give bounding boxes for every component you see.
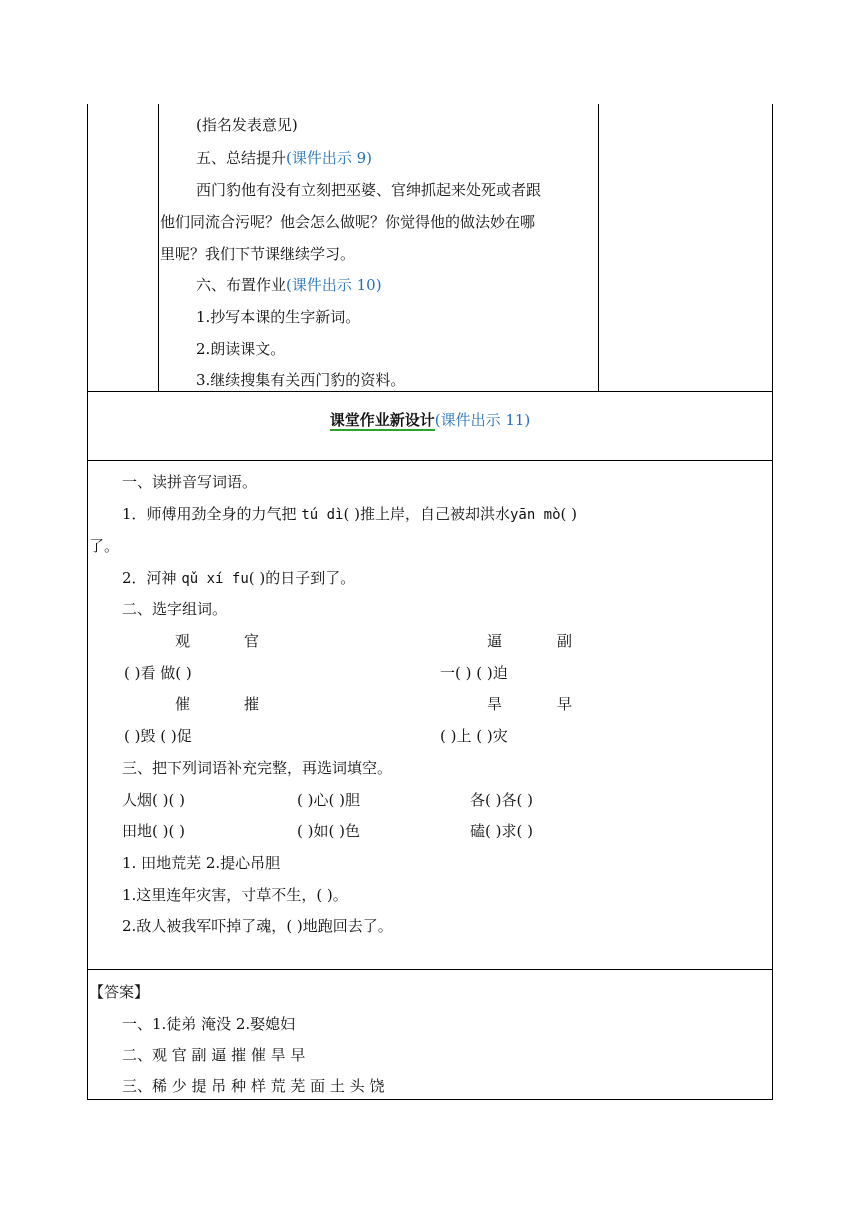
section-summary-heading [196,148,372,168]
section-homework-title: 六、布置作业 [196,276,287,294]
idiom-3: 各( )各( ) [470,791,533,809]
column-divider-left [158,104,159,392]
choice-char-bi: 逼 [487,632,503,650]
answer-label: 【答案】 [89,983,150,1001]
idiom-2: ( )心( )胆 [297,791,360,809]
choice-char-han: 旱 [487,695,503,713]
column-divider-right [598,104,599,392]
answer-3: 三、稀 少 提 吊 种 样 荒 芜 面 土 头 饶 [122,1077,385,1095]
choice-char-cui1: 催 [175,695,191,713]
pinyin-quxifu: qǔ xí fu [181,571,249,587]
design-title-row [0,410,860,430]
choice-row-2-left: ( )毁 ( )促 [124,727,192,745]
summary-paragraph-line-3: 里呢？我们下节课继续学习。 [160,245,356,263]
idiom-1: 人烟( )( ) [122,791,185,809]
choice-char-guan2: 官 [244,632,260,650]
fill-sentence-2: 2.敌人被我军吓掉了魂，( )地跑回去了。 [122,917,393,935]
choice-row-1-left: ( )看 做( ) [124,664,192,682]
homework-item-3: 3.继续搜集有关西门豹的资料。 [196,371,406,389]
homework-item-1: 1.抄写本课的生字新词。 [196,308,361,326]
question-1-text-b: ( )推上岸，自己被却洪水 [343,505,510,523]
choice-row-1-right: 一( ) ( )迫 [440,664,508,682]
question-1 [122,504,577,525]
choice-char-zao: 早 [557,695,573,713]
fill-sentence-1: 1.这里连年灾害，寸草不生，( )。 [122,886,348,904]
choice-char-cui2: 摧 [244,695,260,713]
question-2 [122,568,355,589]
table-bottom-border [87,1099,773,1100]
row-divider-3 [87,969,773,970]
pinyin-yanmo: yān mò [509,507,561,523]
section-homework-heading [196,275,382,295]
design-title: 课堂作业新设计 [329,411,435,429]
answer-1: 一、1.徒弟 淹没 2.娶媳妇 [122,1015,296,1033]
courseware-tag-11: (课件出示 11) [434,411,531,429]
section-summary-title: 五、总结提升 [196,149,287,167]
idiom-4: 田地( )( ) [122,822,185,840]
answer-2: 二、观 官 副 逼 摧 催 旱 早 [122,1046,306,1064]
question-1-text-c: ( ) [560,505,578,523]
exercise-section-2: 二、选字组词。 [122,600,228,618]
idiom-options: 1. 田地荒芜 2.提心吊胆 [122,854,281,872]
row-divider-2 [87,460,773,461]
courseware-tag-9: (课件出示 9) [286,149,373,167]
homework-item-2: 2.朗读课文。 [196,340,286,358]
exercise-section-1: 一、读拼音写词语。 [122,473,258,491]
idiom-5: ( )如( )色 [297,822,360,840]
exercise-section-3: 三、把下列词语补充完整，再选词填空。 [122,759,393,777]
question-2-text-b: ( )的日子到了。 [248,569,356,587]
summary-paragraph-line-1: 西门豹他有没有立刻把巫婆、官绅抓起来处死或者跟 [196,181,542,199]
choice-row-2-right: ( )上 ( )灾 [440,727,508,745]
choice-char-fu: 副 [557,632,573,650]
table-left-border [87,104,88,1100]
idiom-6: 磕( )求( ) [470,822,533,840]
question-1-text-a: 1．师傅用劲全身的力气把 [122,505,297,523]
row-divider-1 [87,391,773,392]
table-right-border [772,104,773,1100]
question-1-end: 了。 [89,537,120,555]
summary-paragraph-line-2: 他们同流合污呢？他会怎么做呢？你觉得他的做法妙在哪 [160,213,536,231]
choice-char-guan1: 观 [175,632,191,650]
lesson-line-opinion: (指名发表意见) [196,116,298,134]
pinyin-tudi: tú dì [301,507,344,523]
question-2-text-a: 2．河神 [122,569,177,587]
courseware-tag-10: (课件出示 10) [286,276,382,294]
